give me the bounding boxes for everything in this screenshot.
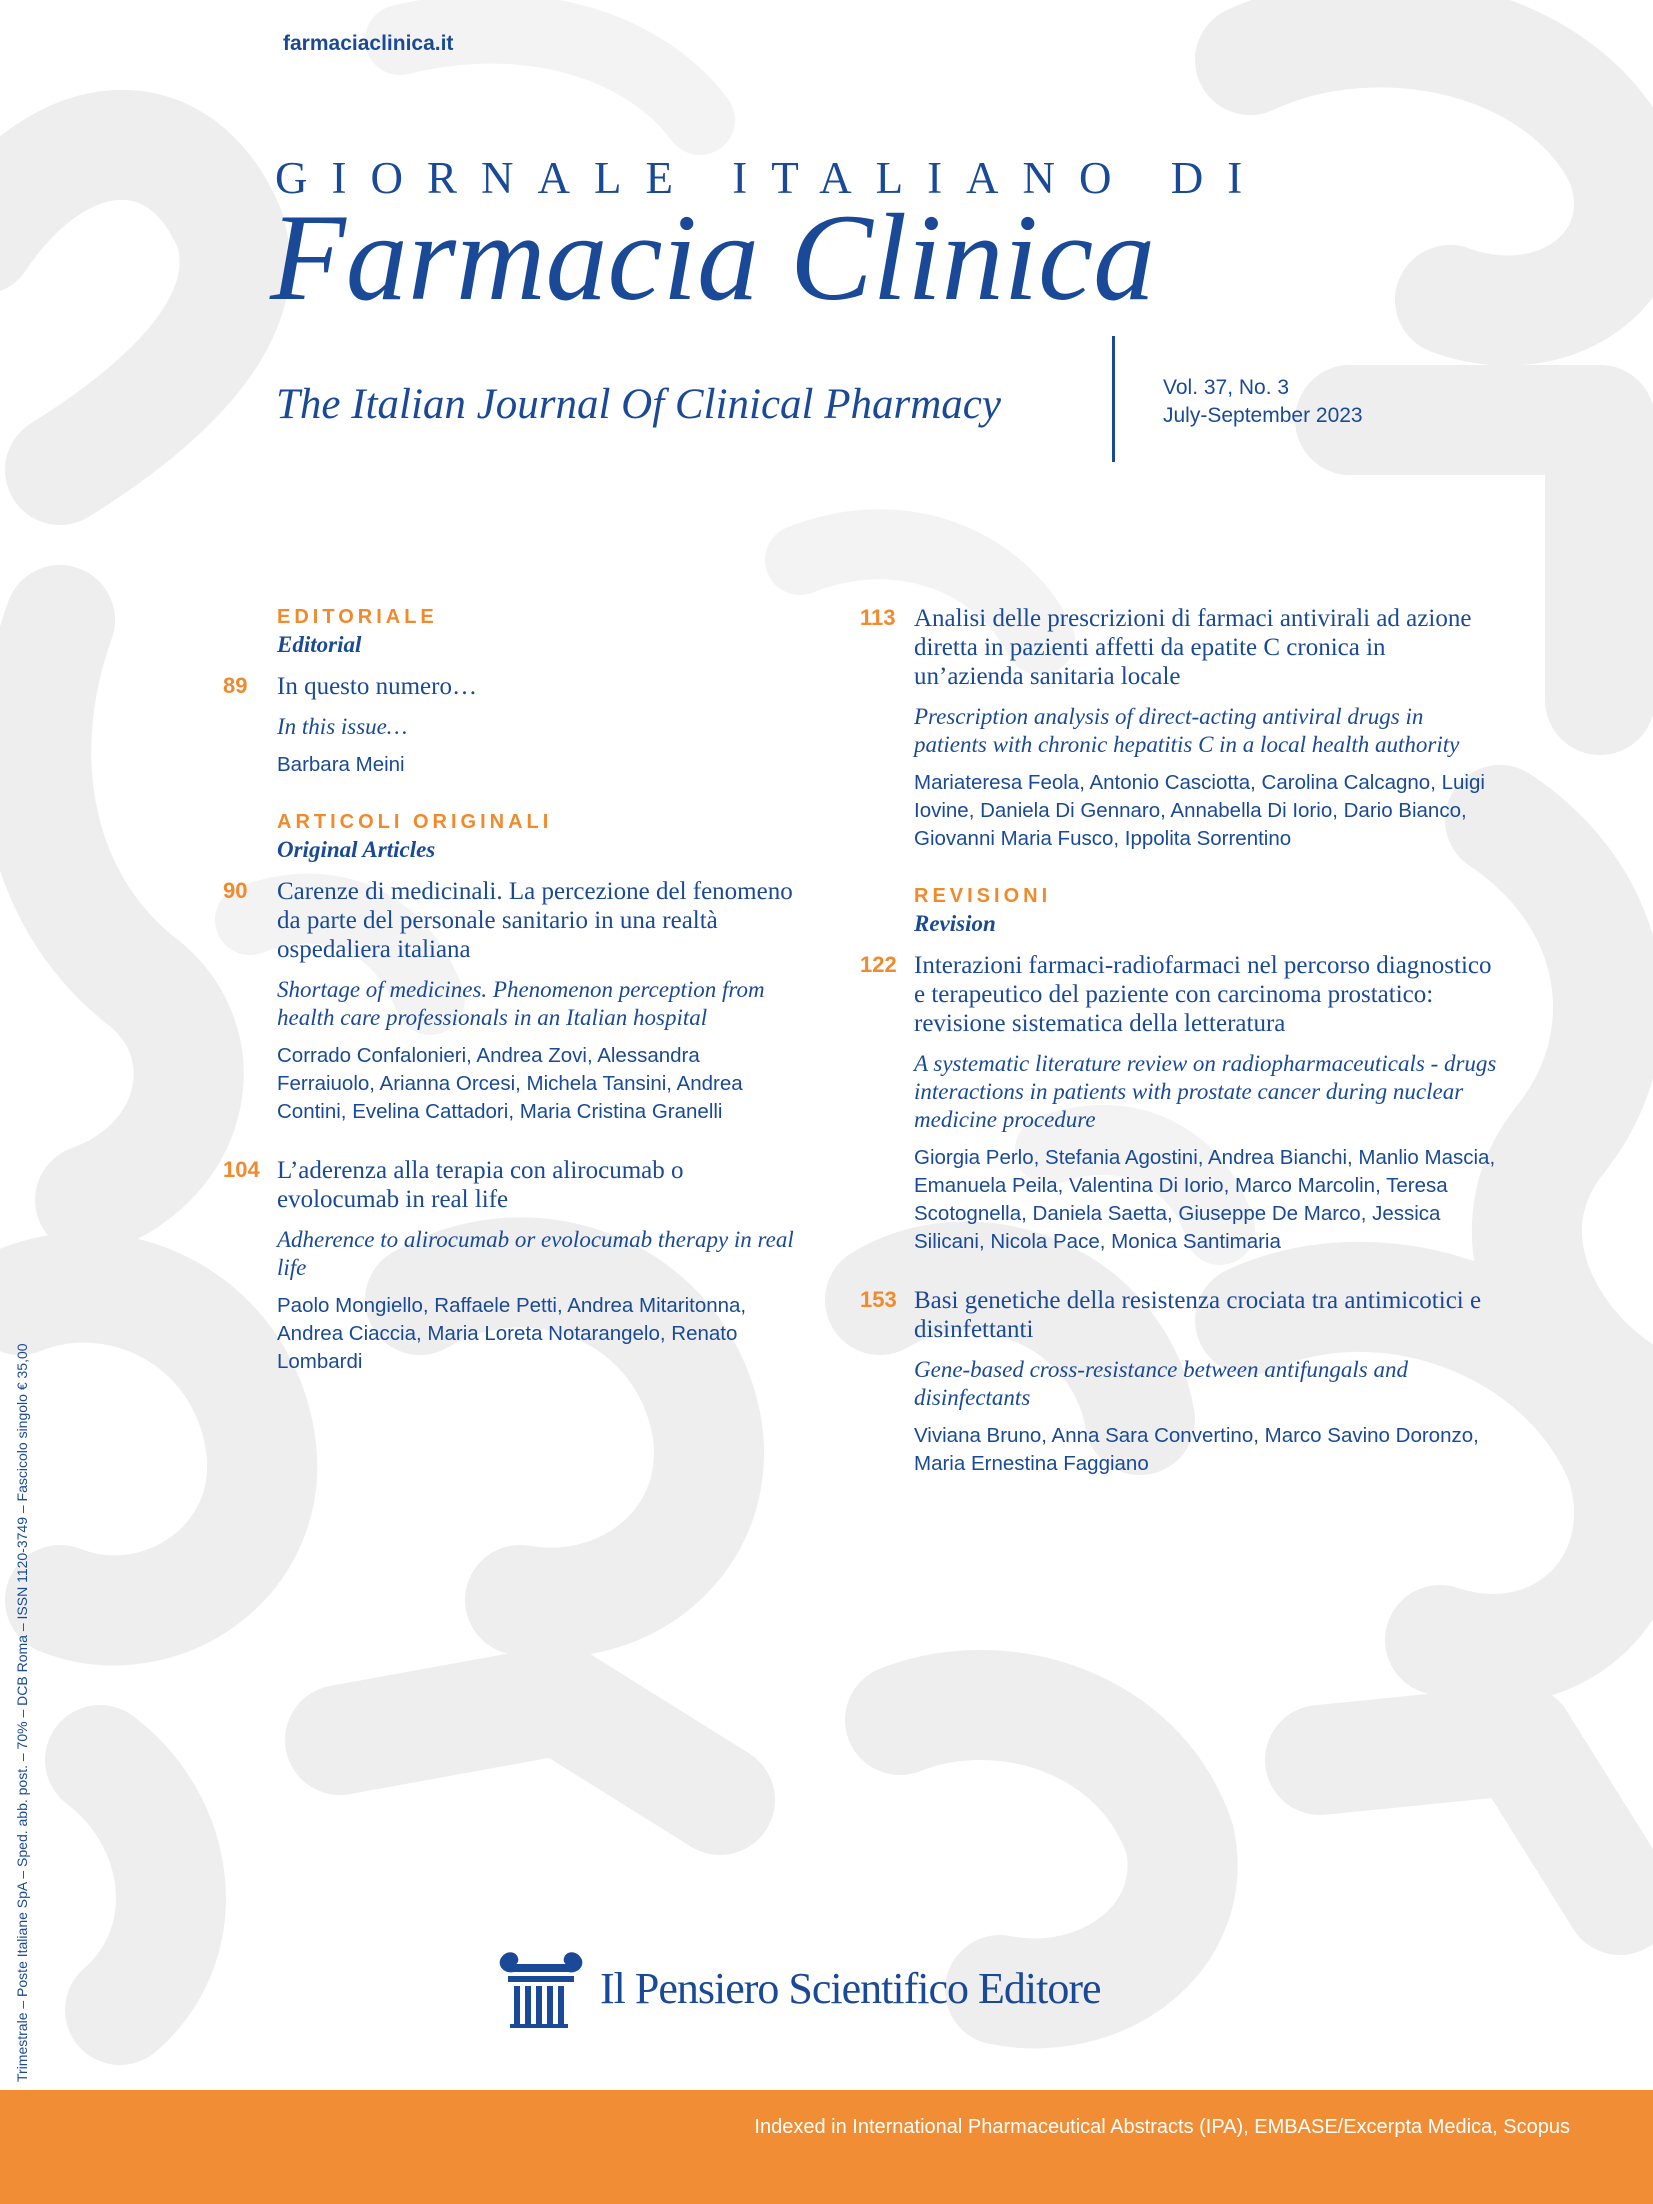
- section-sublabel: Original Articles: [277, 837, 436, 862]
- article-title-it: Basi genetiche della resistenza crociata tra antimicotici e disinfettanti: [914, 1287, 1482, 1343]
- indexing-note: Indexed in International Pharmaceutical Abstracts (IPA), EMBASE/Excerpta Medica, Scopus: [754, 2116, 1570, 2138]
- website-url[interactable]: farmaciaclinica.it: [283, 32, 454, 55]
- section-editoriale: [223, 604, 803, 779]
- article-title-it: Analisi delle prescrizioni di farmaci antivirali ad azione diretta in pazienti affetti da epatite C cronica in un’azienda sanitaria locale: [914, 605, 1472, 690]
- issue-info: [1163, 374, 1363, 430]
- article-title-it: Carenze di medicinali. La percezione del fenomeno da parte del personale sanitario in una realtà ospedaliera italiana: [277, 878, 793, 963]
- article-title-it: L’aderenza alla terapia con alirocumab o evolocumab in real life: [277, 1157, 684, 1213]
- article-title-en: Shortage of medicines. Phenomenon perception from health care professionals in an Italian hospital: [277, 977, 765, 1030]
- column-capital-icon: [498, 1946, 584, 2030]
- article-authors: Corrado Confalonieri, Andrea Zovi, Alessandra Ferraiuolo, Arianna Orcesi, Michela Tansini, Andrea Contini, Evelina Cattadori, Maria Cristina Granelli: [277, 1044, 743, 1123]
- page-number: 90: [223, 878, 248, 903]
- section-sublabel: Revision: [914, 911, 996, 936]
- journal-subtitle: The Italian Journal Of Clinical Pharmacy: [276, 381, 1001, 428]
- footer-band: [0, 2090, 1653, 2204]
- article-title-en: A systematic literature review on radiopharmaceuticals - drugs interactions in patients with prostate cancer during nuclear medicine procedure: [914, 1051, 1497, 1132]
- publisher-logo: [498, 1946, 1101, 2030]
- article-title-en: Gene-based cross-resistance between antifungals and disinfectants: [914, 1357, 1408, 1410]
- toc-right-column: [860, 604, 1500, 1508]
- page-number: 89: [223, 673, 248, 698]
- article-title-en: Prescription analysis of direct-acting antiviral drugs in patients with chronic hepatitis C in a local health authority: [914, 704, 1460, 757]
- journal-title: Farmacia Clinica: [270, 189, 1156, 326]
- article-title-en: Adherence to alirocumab or evolocumab therapy in real life: [277, 1227, 794, 1280]
- section-label: EDITORIALE: [277, 606, 438, 628]
- article-title-en: In this issue…: [277, 714, 408, 739]
- toc-entry[interactable]: [860, 604, 1500, 853]
- toc-entry[interactable]: [860, 951, 1500, 1256]
- publisher-name: Il Pensiero Scientifico Editore: [600, 1963, 1101, 2013]
- article-title-it: Interazioni farmaci-radiofarmaci nel percorso diagnostico e terapeutico del paziente con carcinoma prostatico: revisione sistematica della letteratura: [914, 952, 1492, 1037]
- journal-kicker: GIORNALE ITALIANO DI: [275, 153, 1267, 203]
- page-number: 113: [860, 605, 896, 630]
- toc-entry[interactable]: [223, 877, 803, 1126]
- toc-entry[interactable]: [223, 672, 803, 779]
- page-number: 104: [223, 1157, 260, 1182]
- page-number: 153: [860, 1287, 897, 1312]
- article-authors: Giorgia Perlo, Stefania Agostini, Andrea Bianchi, Manlio Mascia, Emanuela Peila, Valentina Di Iorio, Marco Marcolin, Teresa Scotognella, Daniela Saetta, Giuseppe De Marco, Jessica Silicani, Nicola Pace, Monica Santimaria: [914, 1146, 1496, 1253]
- toc-entry[interactable]: [860, 1286, 1500, 1478]
- section-label: REVISIONI: [914, 885, 1052, 907]
- volume-number: Vol. 37, No. 3: [1163, 376, 1290, 399]
- section-sublabel: Editorial: [277, 632, 362, 657]
- spine-postal-info: Trimestrale – Poste Italiane SpA – Sped. abb. post. – 70% – DCB Roma – ISSN 1120-3749 – Fascicolo singolo € 35,00: [14, 1343, 30, 2082]
- issue-period: July-September 2023: [1163, 404, 1363, 427]
- section-label: ARTICOLI ORIGINALI: [277, 811, 553, 833]
- section-revisioni: [860, 883, 1500, 1478]
- toc-entry[interactable]: [223, 1156, 803, 1376]
- article-authors: Viviana Bruno, Anna Sara Convertino, Marco Savino Doronzo, Maria Ernestina Faggiano: [914, 1424, 1479, 1475]
- article-authors: Barbara Meini: [277, 753, 405, 776]
- article-title-it: In questo numero…: [277, 673, 477, 700]
- section-continued: [860, 604, 1500, 853]
- page-number: 122: [860, 952, 897, 977]
- section-articoli-originali: [223, 809, 803, 1376]
- article-authors: Paolo Mongiello, Raffaele Petti, Andrea Mitaritonna, Andrea Ciaccia, Maria Loreta Notarangelo, Renato Lombardi: [277, 1294, 747, 1373]
- header-divider: [1112, 336, 1115, 462]
- article-authors: Mariateresa Feola, Antonio Casciotta, Carolina Calcagno, Luigi Iovine, Daniela Di Gennaro, Annabella Di Iorio, Dario Bianco, Giovanni Maria Fusco, Ippolita Sorrentino: [914, 771, 1485, 850]
- toc-left-column: [223, 604, 803, 1406]
